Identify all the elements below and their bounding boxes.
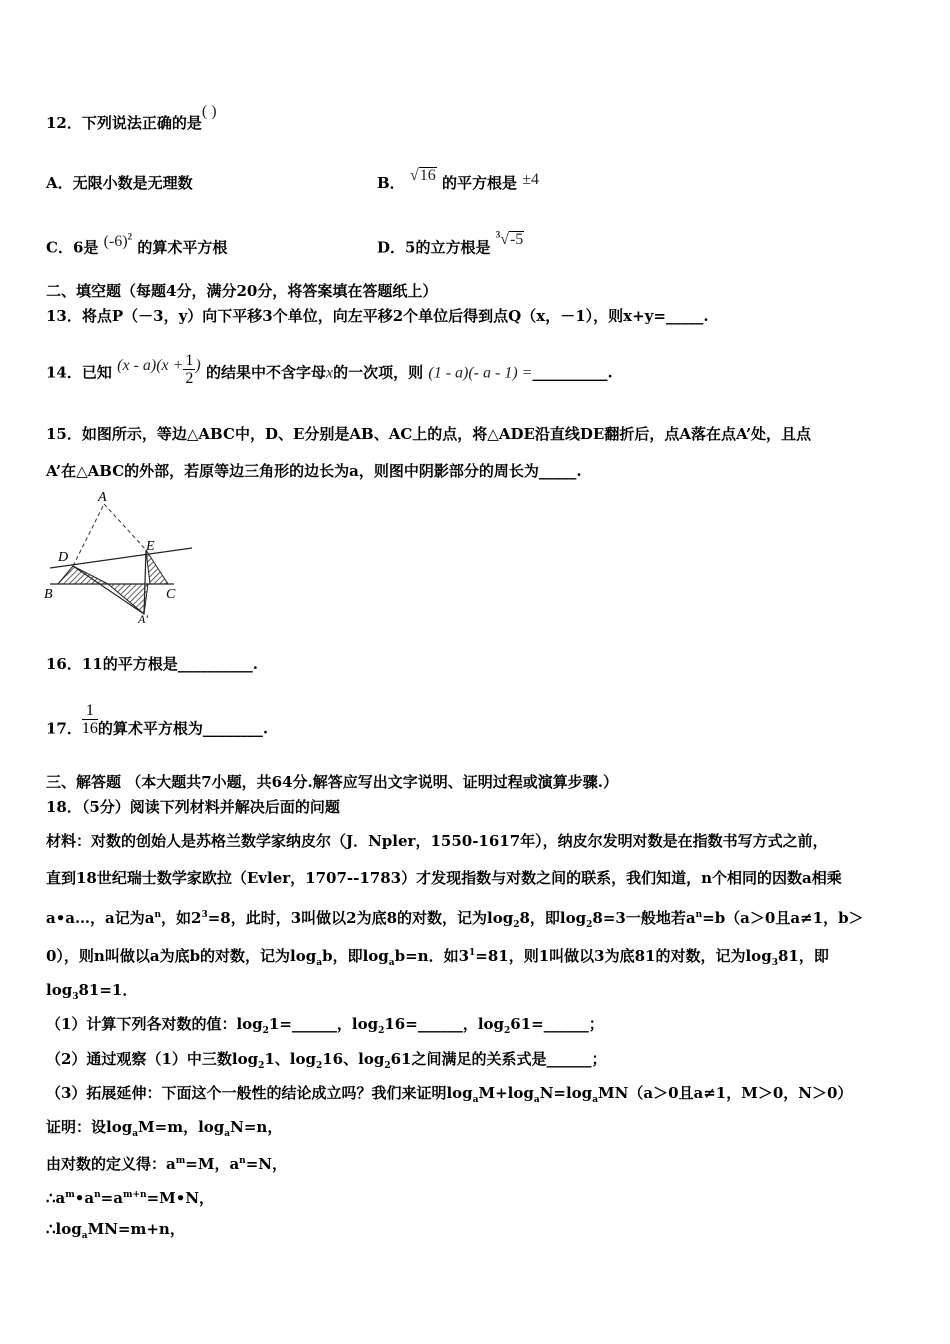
q12-option-a: A．无限小数是无理数 — [46, 174, 193, 192]
q18-p3: a•a…，a记为$a^n$，如$2^3=8$，此时，3叫做以2为底8的对数，记为$\log_28$，即$\log_28=3$一般地若$a^n=b(a>0$且a≠1，b＞ — [46, 909, 864, 930]
section-2-title: 二、填空题（每题4分，满分20分，将答案填在答题纸上） — [46, 282, 438, 300]
q18-sub2: （2）通过观察（1）中三数$\log_21$、$\log_216$、$\log_261$之间满足的关系式是______； — [46, 1050, 607, 1071]
section-3-title: 三、解答题 （本大题共7小题，共64分.解答应写出文字说明、证明过程或演算步骤.） — [46, 773, 618, 791]
q18-p1: 材料：对数的创始人是苏格兰数学家纳皮尔（J．Npler，1550-1617年），纳皮尔发明对数是在指数书写方式之前， — [46, 832, 828, 850]
label-a-prime: A′ — [138, 612, 148, 626]
q12-option-c: C．6是 $(-6)^2$ 的算术平方根 — [46, 232, 228, 257]
label-c: C — [166, 587, 176, 602]
label-e: E — [146, 539, 155, 554]
q12-option-b: B． √16 的平方根是 ±4 — [377, 167, 539, 192]
q18-proof-1: 证明：设$\log_aM=m$，$\log_aN=n$， — [46, 1118, 283, 1139]
q18-p2: 直到18世纪瑞士数学家欧拉（Evler，1707--1783）才发现指数与对数之间的联系，我们知道，n个相同的因数a相乘 — [46, 869, 842, 887]
q12-stem: 12．下列说法正确的是( ) — [46, 103, 217, 132]
line-de — [50, 548, 192, 568]
q15-line1: 15．如图所示，等边△ABC中，D、E分别是AB、AC上的点，将△ADE沿直线DE翻折后，点A落在点A’处，且点 — [46, 425, 812, 443]
shaded-middle — [108, 584, 148, 614]
q18-p5: $\log_381=1$． — [46, 981, 138, 1002]
label-a: A — [98, 490, 107, 505]
q18-sub1: （1）计算下列各对数的值：$\log_21=\_\_\_\_\_\_$，$\log_216=\_\_\_\_\_\_$，$\log_261=\_\_\_\_\_\_$； — [46, 1015, 604, 1036]
q14: 14．已知 (x - a)(x + $\frac{1}{2}$ ) 的结果中不含字母x的一次项，则 (1 - a)(- a - 1) =__________. — [46, 352, 613, 387]
dashed-line-ae — [104, 504, 146, 550]
shaded-right — [146, 550, 168, 584]
q13: 13．将点P（－3，y）向下平移3个单位，向左平移2个单位后得到点Q（x，－1），则x+y=_____. — [46, 307, 709, 325]
q16: 16．11的平方根是__________. — [46, 655, 258, 673]
q18-head: 18．（5分）阅读下列材料并解决后面的问题 — [46, 798, 340, 816]
q15-figure — [40, 488, 200, 628]
q12-option-d: D．5的立方根是 $^3$√-5 — [377, 230, 524, 257]
dashed-line-da — [73, 504, 104, 566]
label-b: B — [44, 587, 53, 602]
q18-p4: 0），则n叫做以a为底b的对数，记为$\log_ab$，即$\log_ab=n$．如$3^1=81$，则1叫做以3为底81的对数，记为$\log_381$，即 — [46, 947, 829, 968]
q18-sub3: （3）拓展延伸：下面这个一般性的结论成立吗？我们来证明$\log_aM+\log_aN=\log_aMN(a>0$且a≠1，M＞0，N＞0） — [46, 1084, 853, 1105]
q18-proof-2: 由对数的定义得：$a^m=M$，$a^n=N$， — [46, 1155, 287, 1173]
shaded-left — [58, 566, 108, 584]
q17: 17． $\frac{1}{16}$ 的算术平方根为________. — [46, 702, 269, 738]
label-d: D — [58, 550, 69, 565]
q15-line2: A’在△ABC的外部，若原等边三角形的边长为a，则图中阴影部分的周长为_____. — [46, 462, 582, 480]
q18-proof-4: $\therefore\log_aMN=m+n$， — [46, 1220, 185, 1241]
q18-proof-3: $\therefore a^m•a^n=a^{m+n}=M•N$， — [46, 1189, 215, 1207]
